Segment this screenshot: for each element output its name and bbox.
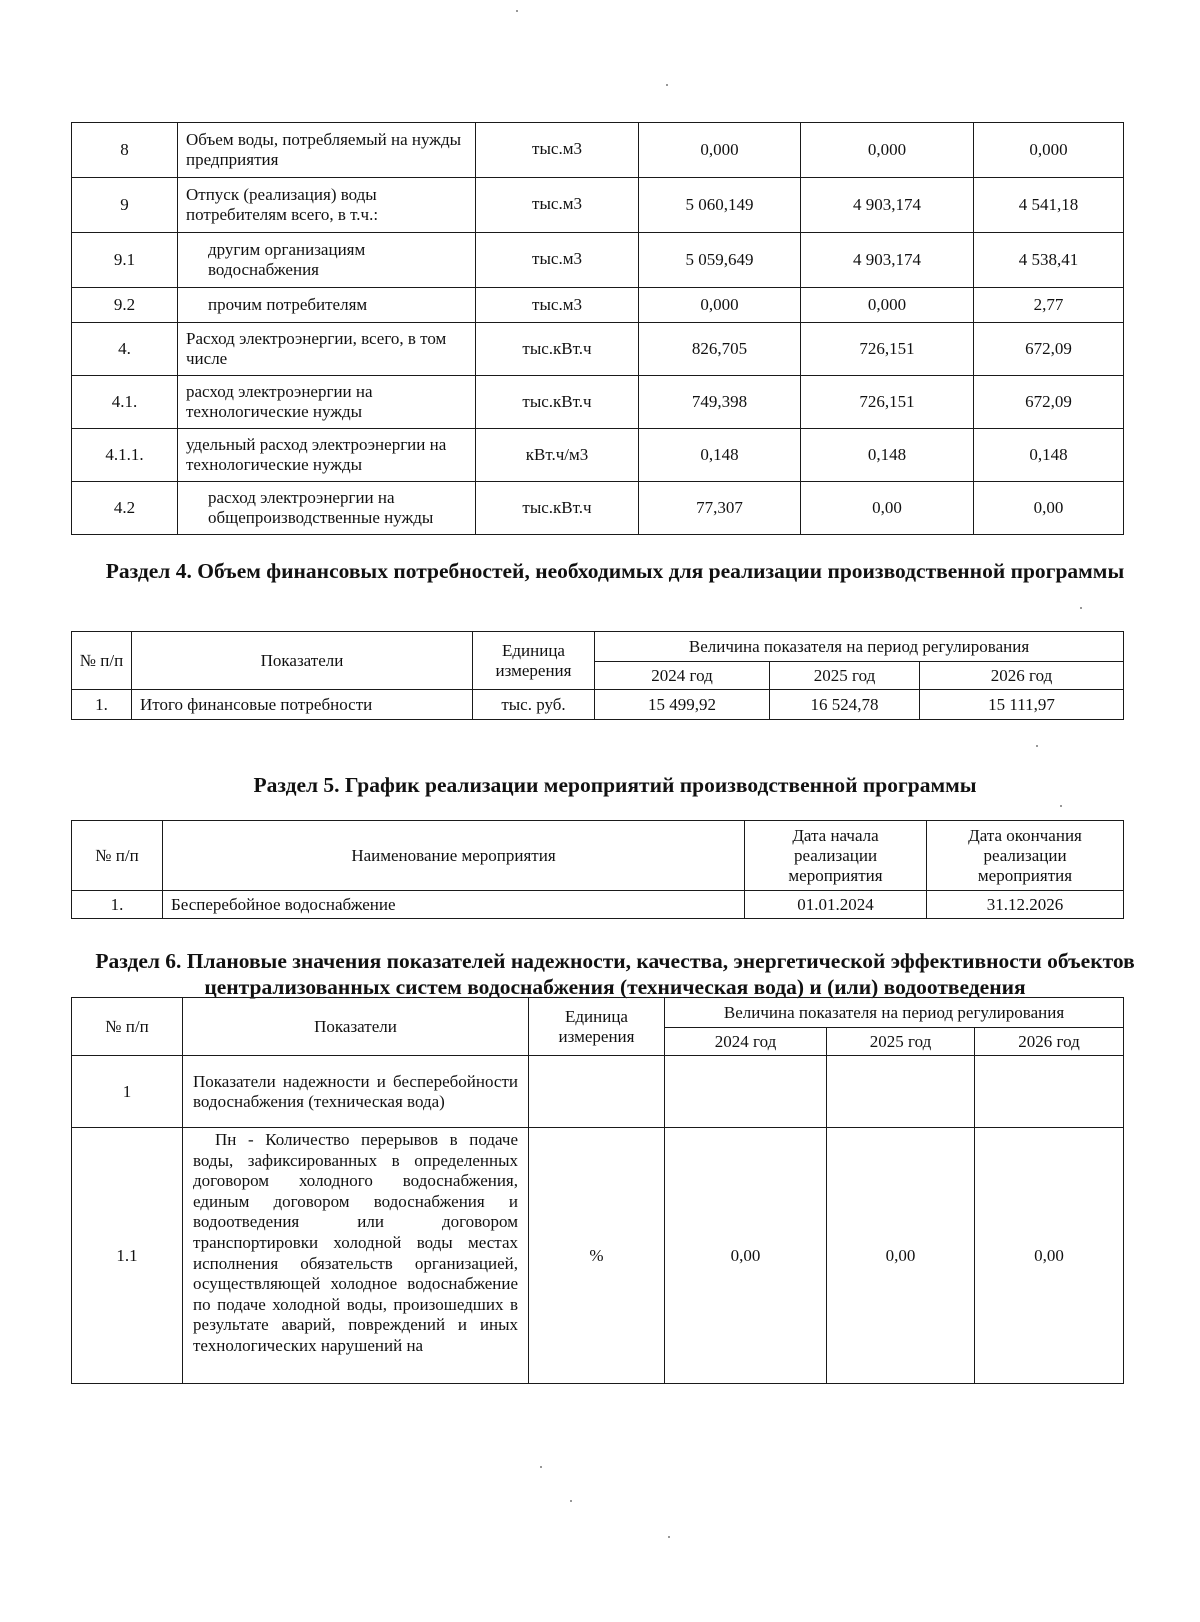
value-2025: 0,00 — [827, 1128, 975, 1384]
table-row — [72, 1128, 1124, 1384]
row-unit: тыс.кВт.ч — [476, 482, 639, 535]
value-2025: 4 903,174 — [801, 233, 974, 288]
value-2024: 749,398 — [639, 376, 801, 429]
value-2026: 2,77 — [974, 288, 1124, 323]
header-num: № п/п — [72, 821, 163, 891]
header-end-date: Дата окончания реализации мероприятия — [927, 821, 1124, 891]
row-unit: тыс. руб. — [473, 690, 595, 720]
section6-title: Раздел 6. Плановые значения показателей надежности, качества, энергетической эффективности объектов централизованных систем водоснабжения (техническая вода) и (или) водоотведения — [95, 949, 1135, 999]
table-header-row — [72, 821, 1124, 891]
value-2026: 4 541,18 — [974, 178, 1124, 233]
header-start-date: Дата начала реализации мероприятия — [745, 821, 927, 891]
table-header-row — [72, 632, 1124, 662]
header-num: № п/п — [72, 998, 183, 1056]
value-2024: 0,148 — [639, 429, 801, 482]
scan-speck — [666, 84, 668, 86]
value-2026: 0,148 — [974, 429, 1124, 482]
row-unit: тыс.м3 — [476, 233, 639, 288]
value-2025: 16 524,78 — [770, 690, 920, 720]
value-2026: 0,000 — [974, 123, 1124, 178]
scan-speck — [668, 1536, 670, 1538]
row-label: Объем воды, потребляемый на нужды предприятия — [178, 123, 476, 178]
row-number: 9 — [72, 178, 178, 233]
value-2026: 672,09 — [974, 376, 1124, 429]
row-number: 1. — [72, 891, 163, 919]
value-2024: 5 059,649 — [639, 233, 801, 288]
value-2025: 0,000 — [801, 123, 974, 178]
value-2025: 726,151 — [801, 376, 974, 429]
row-unit: тыс.м3 — [476, 178, 639, 233]
value-2025: 0,148 — [801, 429, 974, 482]
row-unit: тыс.кВт.ч — [476, 376, 639, 429]
row-number: 4.2 — [72, 482, 178, 535]
header-period: Величина показателя на период регулирования — [665, 998, 1124, 1028]
header-year-2026: 2026 год — [920, 662, 1124, 690]
row-unit: тыс.кВт.ч — [476, 323, 639, 376]
scan-speck — [570, 1500, 572, 1502]
scan-speck — [1060, 805, 1062, 807]
table-row — [72, 233, 1124, 288]
row-label: расход электроэнергии на технологические нужды — [178, 376, 476, 429]
header-year-2025: 2025 год — [770, 662, 920, 690]
header-indicator: Показатели — [183, 998, 529, 1056]
row-unit: тыс.м3 — [476, 123, 639, 178]
header-year-2024: 2024 год — [665, 1028, 827, 1056]
header-year-2025: 2025 год — [827, 1028, 975, 1056]
table-row — [72, 323, 1124, 376]
row-label: Пн - Количество перерывов в подаче воды, зафиксированных в определенных договором холодного водоснабжения, единым договором водоснабжения и водоотведения или договором транспортировки холодной воды местах исполнения обязательств организацией, осуществляющей холодное водоснабжение по подаче холодной воды, произошедших в результате аварий, повреждений и иных технологических нарушений на — [183, 1128, 529, 1384]
row-number: 1. — [72, 690, 132, 720]
row-number: 8 — [72, 123, 178, 178]
table-header-row — [72, 998, 1124, 1028]
value-2024: 5 060,149 — [639, 178, 801, 233]
value-2025: 0,00 — [801, 482, 974, 535]
value-2024: 15 499,92 — [595, 690, 770, 720]
value-2024: 0,000 — [639, 288, 801, 323]
reliability-indicators-table — [71, 997, 1124, 1384]
row-unit: тыс.м3 — [476, 288, 639, 323]
value-2026: 672,09 — [974, 323, 1124, 376]
row-label: удельный расход электроэнергии на технологические нужды — [178, 429, 476, 482]
row-label: Показатели надежности и бесперебойности водоснабжения (техническая вода) — [183, 1056, 529, 1128]
value-2026 — [975, 1056, 1124, 1128]
value-2024 — [665, 1056, 827, 1128]
header-name: Наименование мероприятия — [163, 821, 745, 891]
row-label: Расход электроэнергии, всего, в том числе — [178, 323, 476, 376]
row-number: 1 — [72, 1056, 183, 1128]
table-row — [72, 482, 1124, 535]
table-row — [72, 178, 1124, 233]
row-label: другим организациям водоснабжения — [178, 233, 476, 288]
section4-title: Раздел 4. Объем финансовых потребностей, необходимых для реализации производственной программы — [105, 559, 1125, 583]
value-2026: 0,00 — [974, 482, 1124, 535]
row-label: Отпуск (реализация) воды потребителям всего, в т.ч.: — [178, 178, 476, 233]
row-number: 4.1.1. — [72, 429, 178, 482]
table-row — [72, 891, 1124, 919]
indicators-table-continued — [71, 122, 1124, 535]
header-unit: Единица измерения — [473, 632, 595, 690]
row-unit: % — [529, 1128, 665, 1384]
value-2025: 726,151 — [801, 323, 974, 376]
row-number: 9.1 — [72, 233, 178, 288]
header-period: Величина показателя на период регулирования — [595, 632, 1124, 662]
header-unit: Единица измерения — [529, 998, 665, 1056]
start-date: 01.01.2024 — [745, 891, 927, 919]
header-indicator: Показатели — [132, 632, 473, 690]
row-label: расход электроэнергии на общепроизводственные нужды — [178, 482, 476, 535]
scan-speck — [1080, 607, 1082, 609]
financial-needs-table — [71, 631, 1124, 720]
header-num: № п/п — [72, 632, 132, 690]
table-row — [72, 288, 1124, 323]
header-year-2026: 2026 год — [975, 1028, 1124, 1056]
row-number: 4.1. — [72, 376, 178, 429]
value-2026: 4 538,41 — [974, 233, 1124, 288]
schedule-table — [71, 820, 1124, 919]
table-row — [72, 690, 1124, 720]
value-2025: 4 903,174 — [801, 178, 974, 233]
table-row — [72, 376, 1124, 429]
row-unit — [529, 1056, 665, 1128]
scan-speck — [540, 1466, 542, 1468]
row-name: Бесперебойное водоснабжение — [163, 891, 745, 919]
value-2024: 826,705 — [639, 323, 801, 376]
value-2025: 0,000 — [801, 288, 974, 323]
section5-title: Раздел 5. График реализации мероприятий производственной программы — [253, 773, 977, 797]
row-label: прочим потребителям — [178, 288, 476, 323]
table-row — [72, 429, 1124, 482]
value-2026: 15 111,97 — [920, 690, 1124, 720]
row-label: Итого финансовые потребности — [132, 690, 473, 720]
scan-speck — [516, 10, 518, 12]
value-2026: 0,00 — [975, 1128, 1124, 1384]
scan-speck — [1036, 745, 1038, 747]
end-date: 31.12.2026 — [927, 891, 1124, 919]
value-2024: 0,000 — [639, 123, 801, 178]
table-row — [72, 123, 1124, 178]
value-2024: 77,307 — [639, 482, 801, 535]
row-unit: кВт.ч/м3 — [476, 429, 639, 482]
row-number: 4. — [72, 323, 178, 376]
table-row — [72, 1056, 1124, 1128]
value-2025 — [827, 1056, 975, 1128]
value-2024: 0,00 — [665, 1128, 827, 1384]
row-number: 1.1 — [72, 1128, 183, 1384]
header-year-2024: 2024 год — [595, 662, 770, 690]
row-number: 9.2 — [72, 288, 178, 323]
